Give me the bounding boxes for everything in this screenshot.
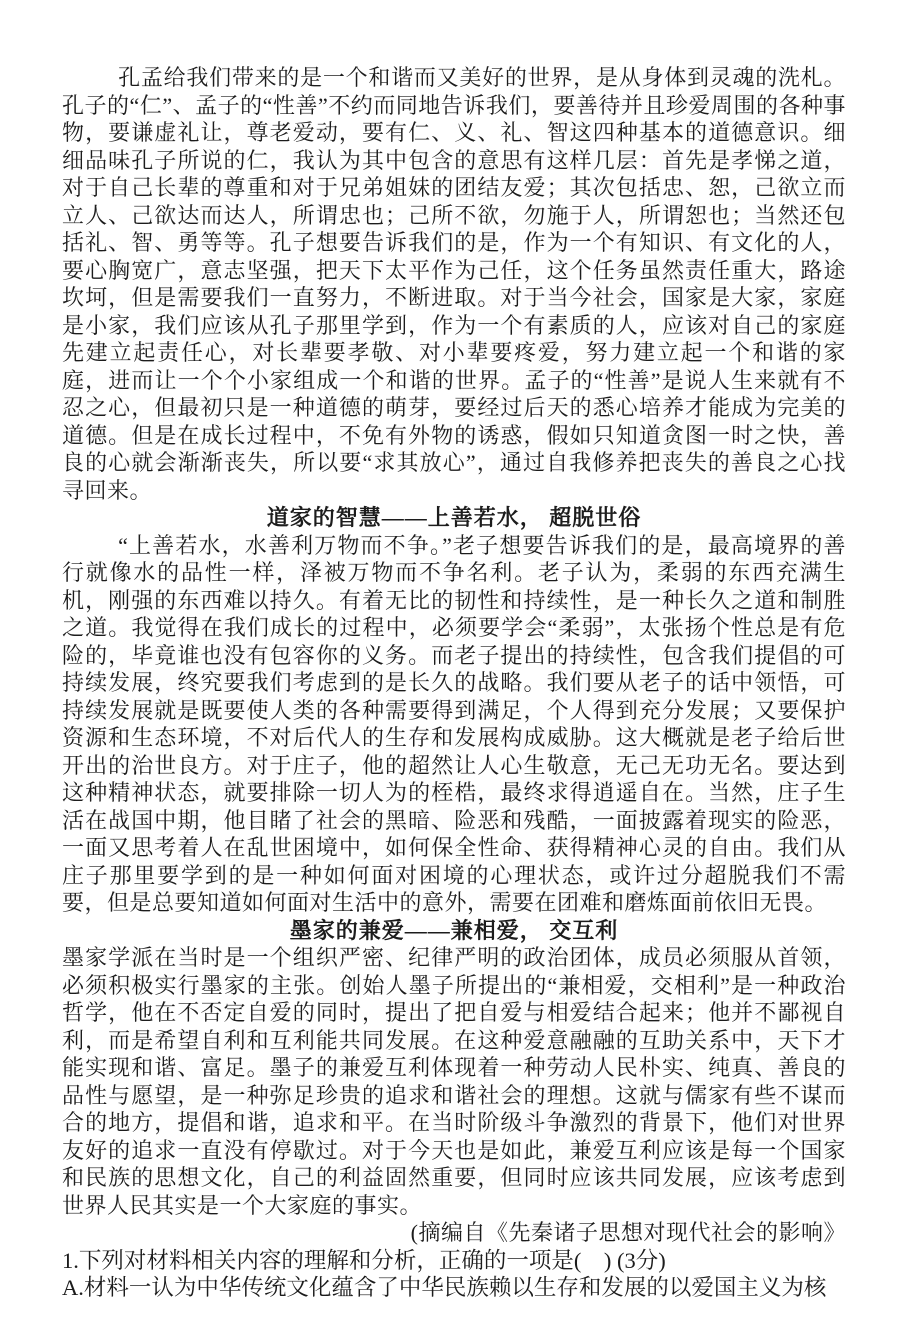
text-paragraph: “上善若水，水善利万物而不争。”老子想要告诉我们的是，最高境界的善行就像水的品性一样，泽被万物而不争名利。老子认为，柔弱的东西充满生机，刚强的东西难以持久。有着无比的韧性和持续性，是一种长久之道和制胜之道。我觉得在我们成长的过程中，必须要学会“柔弱”，太张扬个性总是有危险的，毕竟谁也没有包容你的义务。而老子提出的持续性，包含我们提倡的可持续发展，终究要我们考虑到的是长久的战略。我们要从老子的话中领悟，可持续发展就是既要使人类的各种需要得到满足，个人得到充分发展；又要保护资源和生态环境，不对后代人的生存和发展构成威胁。这大概就是老子给后世开出的治世良方。对于庄子，他的超然让人心生敬意，无己无功无名。要达到这种精神状态，就要排除一切人为的桎梏，最终求得逍遥自在。当然，庄子生活在战国中期，他目睹了社会的黑暗、险恶和残酷，一面披露着现实的险恶，一面又思考着人在乱世困境中，如何保全性命、获得精神心灵的自由。我们从庄子那里要学到的是一种如何面对困境的心理状态，或许过分超脱我们不需要，但是总要知道如何面对生活中的意外，需要在团难和磨炼面前依旧无畏。 [62,532,846,915]
section-heading: 道家的智慧——上善若水， 超脱世俗 [266,505,642,530]
text-paragraph: 孔孟给我们带来的是一个和谐而又美好的世界，是从身体到灵魂的洗札。孔子的“仁”、孟子的“性善”不约而同地告诉我们，要善待并且珍爱周围的各种事物，要谦虚礼让，尊老爱动，要有仁、义、礼、智这四种基本的道德意识。细细品味孔子所说的仁，我认为其中包含的意思有这样几层：首先是孝悌之道，对于自己长辈的尊重和对于兄弟姐妹的团结友爱；其次包括忠、恕，己欲立而立人、己欲达而达人，所谓忠也；己所不欲，勿施于人，所谓恕也；当然还包括礼、智、勇等等。孔子想要告诉我们的是，作为一个有知识、有文化的人，要心胸宽广，意志坚强，把天下太平作为己任，这个任务虽然责任重大，路途坎坷，但是需要我们一直努力，不断进取。对于当今社会，国家是大家，家庭是小家，我们应该从孔子那里学到，作为一个有素质的人，应该对自己的家庭先建立起责任心，对长辈要孝敬、对小辈要疼爱，努力建立起一个和谐的家庭，进而让一个个小家组成一个和谐的世界。孟子的“性善”是说人生来就有不忍之心，但最初只是一种道德的萌芽，要经过后天的悉心培养才能成为完美的道德。但是在成长过程中，不免有外物的诱惑，假如只知道贪图一时之快，善良的心就会渐渐丧失，所以要“求其放心”，通过自我修养把丧失的善良之心找寻回来。 [62,65,846,503]
document-content [62,64,846,1302]
question-line: 1.下列对材料相关内容的理解和分析，正确的一项是( ) (3分) [62,1247,666,1273]
option-line: A.材料一认为中华传统文化蕴含了中华民族赖以生存和发展的以爱国主义为核 [62,1275,827,1300]
text-paragraph: 墨家学派在当时是一个组织严密、纪律严明的政治团体，成员必须服从首领，必须积极实行墨家的主张。创始人墨子所提出的“兼相爱，交相利”是一种政治哲学，他在不否定自爱的同时，提出了把自爱与相爱结合起来；他并不鄙视自利，而是希望自利和互利能共同发展。在这种爱意融融的互助关系中，天下才能实现和谐、富足。墨子的兼爱互利体现着一种劳动人民朴实、纯真、善良的品性与愿望，是一种弥足珍贵的追求和谐社会的理想。这就与儒家有些不谋而合的地方，提倡和谐，追求和平。在当时阶级斗争激烈的背景下，他们对世界友好的追求一直没有停歇过。对于今天也是如此，兼爱互利应该是每一个国家和民族的思想文化，自己的利益固然重要，但同时应该共同发展，应该考虑到世界人民其实是一个大家庭的事实。 [62,945,846,1218]
section-heading: 墨家的兼爱——兼相爱， 交互利 [289,917,619,943]
attribution-line: (摘编自《先秦诸子思想对现代社会的影响》 [410,1220,846,1245]
